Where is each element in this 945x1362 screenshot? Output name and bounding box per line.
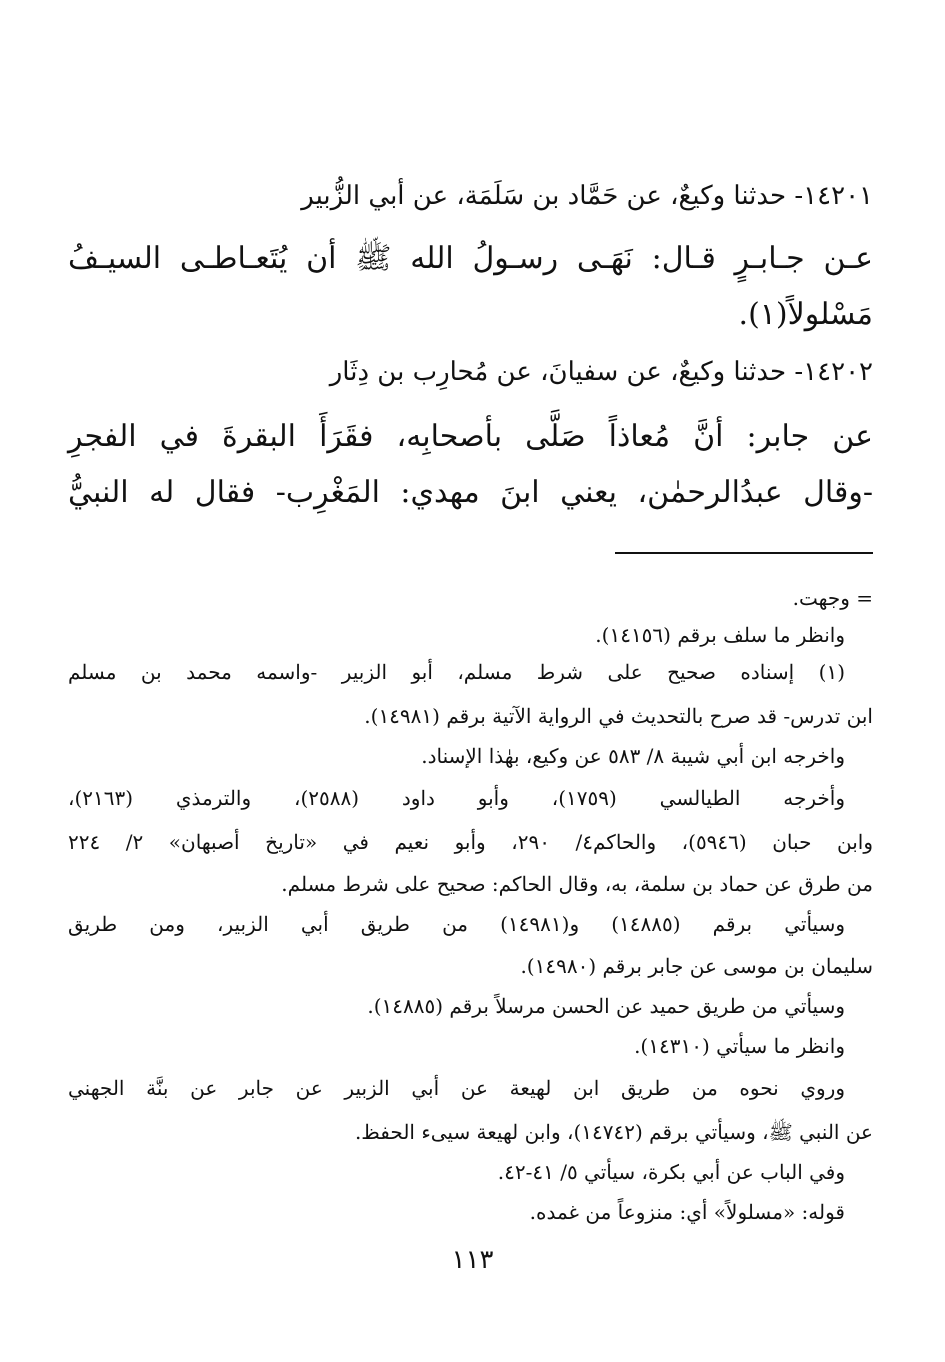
footnote-line: وسيأتي من طريق حميد عن الحسن مرسلاً برقم (١٤٨٨٥). [367,994,845,1018]
hadith-14201-line-3: مَسْلولاً(١). [738,297,873,332]
footnote-line: وانظر ما سيأتي (١٤٣١٠). [634,1034,845,1058]
footnote-line: = وجهت. [792,586,873,610]
footnote-line: وابن حبان (٥٩٤٦)، والحاكم٤/ ٢٩٠، وأبو نعيم في «تاريخ أصبهان» ٢/ ٢٢٤ [68,830,873,854]
footnote-separator [615,552,873,554]
footnote-line: واخرجه ابن أبي شيبة ٨/ ٥٨٣ عن وكيع، بهٰذا الإسناد. [421,744,845,768]
footnote-line: قوله: «مسلولاً» أي: منزوعاً من غمده. [529,1200,845,1224]
footnote-line: وأخرجه الطيالسي (١٧٥٩)، وأبو داود (٢٥٨٨)، والترمذي (٢١٦٣)، [68,786,845,810]
footnote-line: (١) إسناده صحيح على شرط مسلم، أبو الزبير -واسمه محمد بن مسلم [68,660,845,684]
page-number: ١١٣ [451,1245,494,1275]
footnote-line: وانظر ما سلف برقم (١٤١٥٦). [595,623,845,647]
footnote-line: من طرق عن حماد بن سلمة، به، وقال الحاكم: صحيح على شرط مسلم. [281,872,873,896]
hadith-14202-line-3: -وقال عبدُالرحمٰن، يعني ابنَ مهدي: المَغْرِب- فقال له النبيُّ [68,475,873,510]
footnote-line: وسيأتي برقم (١٤٨٨٥) و(١٤٩٨١) من طريق أبي الزبير، ومن طريق [68,912,845,936]
footnote-line: سليمان بن موسى عن جابر برقم (١٤٩٨٠). [520,954,873,978]
hadith-14202-line-1: ١٤٢٠٢- حدثنا وكيعٌ، عن سفيانَ، عن مُحارِب بن دِثَار [329,357,873,387]
hadith-14202-line-2: عن جابر: أنَّ مُعاذاً صَلَّى بأصحابِه، فقَرَأَ البقرةَ في الفجرِ [68,419,873,454]
hadith-14201-line-2: عـن جـابـرٍ قـال: نَهَـى رسـولُ الله ﷺ أن يُتَعـاطـى السيـفُ [68,241,873,276]
footnote-line: ابن تدرس- قد صرح بالتحديث في الرواية الآتية برقم (١٤٩٨١). [364,704,873,728]
footnote-line: عن النبي ﷺ، وسيأتي برقم (١٤٧٤٢)، وابن لهيعة سيىء الحفظ. [354,1120,873,1144]
hadith-14201-line-1: ١٤٢٠١- حدثنا وكيعٌ، عن حَمَّاد بن سَلَمَة، عن أبي الزُّبير [301,181,873,211]
footnote-line: وفي الباب عن أبي بكرة، سيأتي ٥/ ٤١-٤٢. [497,1160,845,1184]
footnote-line: وروي نحوه من طريق ابن لهيعة عن أبي الزبير عن جابر عن بنَّة الجهني [68,1076,845,1100]
